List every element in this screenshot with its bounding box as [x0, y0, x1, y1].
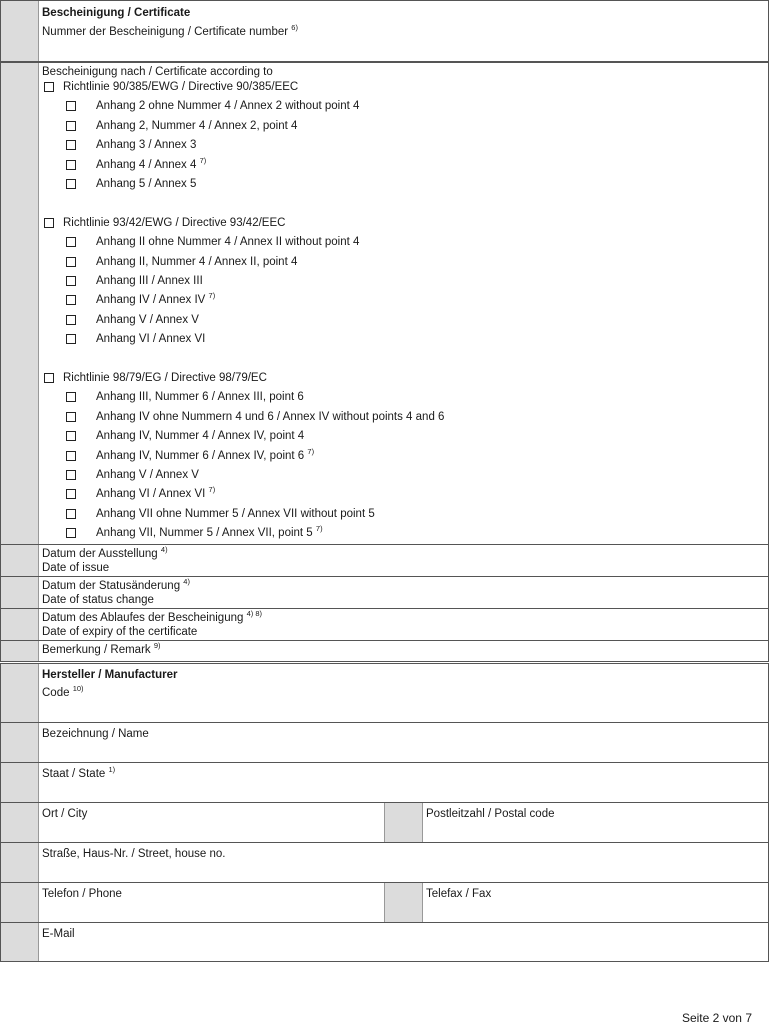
annex-checkbox[interactable] — [66, 295, 76, 305]
annex-option — [96, 390, 304, 404]
directive-checkbox[interactable] — [44, 373, 54, 383]
remark-row[interactable] — [0, 640, 769, 661]
annex-label: Anhang VII, Nummer 5 / Annex VII, point 5 — [96, 527, 313, 540]
manufacturer-code-row[interactable] — [0, 664, 769, 722]
row-gutter — [1, 641, 39, 661]
annex-label: Anhang IV, Nummer 6 / Annex IV, point 6 — [96, 449, 305, 462]
annex-checkbox[interactable] — [66, 315, 76, 325]
manufacturer-phone-row[interactable] — [0, 882, 769, 922]
column-gutter — [384, 883, 423, 922]
directive-label: Richtlinie 90/385/EWG / Directive 90/385/EEC — [63, 81, 299, 93]
directive-label: Richtlinie 93/42/EWG / Directive 93/42/EEC — [63, 216, 286, 229]
annex-label: Anhang VI / Annex VI — [96, 333, 206, 346]
annex-option — [96, 468, 199, 482]
annex-label: Anhang III / Annex III — [96, 275, 203, 287]
name-label: Bezeichnung / Name — [42, 728, 149, 740]
email-label: E-Mail — [42, 928, 75, 940]
fax-label: Telefax / Fax — [426, 888, 492, 900]
annex-label: Anhang II ohne Nummer 4 / Annex II without point 4 — [96, 236, 360, 249]
annex-checkbox[interactable] — [66, 334, 76, 344]
footnote-ref: 7) — [208, 291, 216, 301]
remark-text: Bemerkung / Remark — [42, 644, 151, 656]
annex-checkbox[interactable] — [66, 160, 76, 170]
directive-selection-block — [0, 62, 769, 544]
row-gutter — [1, 843, 39, 882]
footnote-ref: 4) — [160, 545, 168, 555]
row-gutter — [1, 803, 39, 842]
annex-option — [96, 487, 215, 501]
remark-label — [42, 643, 161, 657]
expiry-de — [42, 611, 262, 625]
annex-checkbox[interactable] — [66, 431, 76, 441]
annex-option — [96, 507, 375, 521]
date-of-issue-en: Date of issue — [42, 562, 110, 574]
certificate-number-row — [0, 0, 769, 62]
annex-checkbox[interactable] — [66, 257, 76, 267]
annex-checkbox[interactable] — [66, 528, 76, 538]
state-label — [42, 767, 115, 781]
annex-checkbox[interactable] — [66, 237, 76, 247]
row-gutter — [1, 545, 39, 576]
manufacturer-heading: Hersteller / Manufacturer — [42, 669, 178, 681]
footnote-ref: 7) — [307, 446, 315, 456]
annex-label: Anhang V / Annex V — [96, 469, 199, 481]
annex-option — [96, 410, 444, 424]
annex-option — [96, 155, 207, 172]
state-text: Staat / State — [42, 768, 106, 780]
annex-label: Anhang IV ohne Nummern 4 und 6 / Annex IV without points 4 and 6 — [96, 410, 445, 423]
status-change-de-text: Datum der Statusänderung — [42, 580, 181, 592]
annex-checkbox[interactable] — [66, 509, 76, 519]
footnote-ref: 9) — [153, 641, 161, 651]
certificate-number-text: Nummer der Bescheinigung / Certificate number — [42, 26, 289, 38]
expiry-en: Date of expiry of the certificate — [42, 626, 198, 638]
page-number: Seite 2 von 7 — [681, 1011, 752, 1025]
annex-label: Anhang VII ohne Nummer 5 / Annex VII without point 5 — [96, 507, 375, 520]
annex-label: Anhang II, Nummer 4 / Annex II, point 4 — [96, 255, 298, 268]
manufacturer-city-row[interactable] — [0, 802, 769, 842]
annex-option — [96, 446, 315, 463]
row-gutter — [1, 609, 39, 640]
annex-option — [96, 274, 203, 288]
annex-option — [96, 526, 323, 540]
date-of-expiry-row[interactable] — [0, 608, 769, 640]
annex-label: Anhang 2, Nummer 4 / Annex 2, point 4 — [96, 119, 298, 132]
status-change-en: Date of status change — [42, 594, 154, 606]
annex-option — [96, 313, 199, 327]
according-label: Bescheinigung nach / Certificate according to — [42, 66, 273, 78]
annex-option — [96, 429, 304, 443]
row-gutter — [1, 923, 39, 961]
annex-option — [96, 293, 215, 307]
row-gutter — [1, 577, 39, 608]
row-gutter — [1, 723, 39, 762]
annex-checkbox[interactable] — [66, 392, 76, 402]
certificate-heading: Bescheinigung / Certificate — [42, 7, 191, 19]
city-label: Ort / City — [42, 808, 88, 820]
manufacturer-email-row[interactable] — [0, 922, 769, 962]
date-of-status-change-row[interactable] — [0, 576, 769, 608]
phone-label: Telefon / Phone — [42, 888, 122, 900]
row-gutter — [1, 1, 39, 61]
column-gutter — [384, 803, 423, 842]
annex-label: Anhang V / Annex V — [96, 313, 199, 326]
annex-checkbox[interactable] — [66, 276, 76, 286]
annex-checkbox[interactable] — [66, 489, 76, 499]
row-gutter — [1, 763, 39, 802]
directive-label: Richtlinie 98/79/EG / Directive 98/79/EC — [63, 372, 267, 384]
status-change-de — [42, 579, 190, 593]
footnote-ref: 6) — [291, 23, 298, 33]
annex-label: Anhang VI / Annex VI — [96, 488, 206, 501]
postal-code-label: Postleitzahl / Postal code — [426, 808, 555, 820]
annex-checkbox[interactable] — [66, 121, 76, 131]
footnote-ref: 7) — [208, 485, 216, 495]
manufacturer-name-row[interactable] — [0, 722, 769, 762]
directive-checkbox[interactable] — [44, 218, 54, 228]
certificate-number-label[interactable] — [42, 25, 298, 39]
annex-label: Anhang 3 / Annex 3 — [96, 139, 197, 152]
annex-option — [96, 332, 205, 346]
annex-checkbox[interactable] — [66, 451, 76, 461]
annex-label: Anhang 4 / Annex 4 — [96, 158, 197, 171]
annex-checkbox[interactable] — [66, 140, 76, 150]
annex-option — [96, 138, 196, 152]
footnote-ref: 4) 8) — [246, 609, 263, 619]
date-of-issue-row[interactable] — [0, 544, 769, 576]
annex-option — [96, 119, 297, 133]
annex-option — [96, 177, 196, 191]
annex-label: Anhang 5 / Annex 5 — [96, 178, 197, 190]
footnote-ref: 7) — [315, 524, 323, 534]
annex-option — [96, 99, 359, 113]
annex-label: Anhang III, Nummer 6 / Annex III, point 6 — [96, 391, 304, 404]
footnote-ref: 4) — [183, 577, 190, 587]
footnote-ref: 1) — [108, 765, 116, 775]
row-gutter — [1, 63, 39, 544]
annex-label: Anhang IV / Annex IV — [96, 294, 206, 307]
expiry-de-text: Datum des Ablaufes der Bescheinigung — [42, 612, 244, 624]
footnote-ref: 7) — [199, 155, 207, 165]
annex-option — [96, 235, 359, 249]
annex-checkbox[interactable] — [66, 470, 76, 480]
row-gutter — [1, 883, 39, 922]
manufacturer-street-row[interactable] — [0, 842, 769, 882]
annex-checkbox[interactable] — [66, 412, 76, 422]
annex-option — [96, 255, 297, 269]
annex-label: Anhang 2 ohne Nummer 4 / Annex 2 without point 4 — [96, 100, 360, 113]
row-gutter — [1, 664, 39, 722]
date-of-issue-de-text: Datum der Ausstellung — [42, 548, 158, 560]
annex-label: Anhang IV, Nummer 4 / Annex IV, point 4 — [96, 430, 305, 443]
manufacturer-state-row[interactable] — [0, 762, 769, 802]
directive-checkbox[interactable] — [44, 82, 54, 92]
code-label — [42, 686, 84, 700]
street-label: Straße, Haus-Nr. / Street, house no. — [42, 848, 226, 860]
annex-checkbox[interactable] — [66, 179, 76, 189]
annex-checkbox[interactable] — [66, 101, 76, 111]
footnote-ref: 10) — [72, 684, 84, 694]
date-of-issue-de — [42, 547, 168, 561]
code-text: Code — [42, 687, 70, 699]
